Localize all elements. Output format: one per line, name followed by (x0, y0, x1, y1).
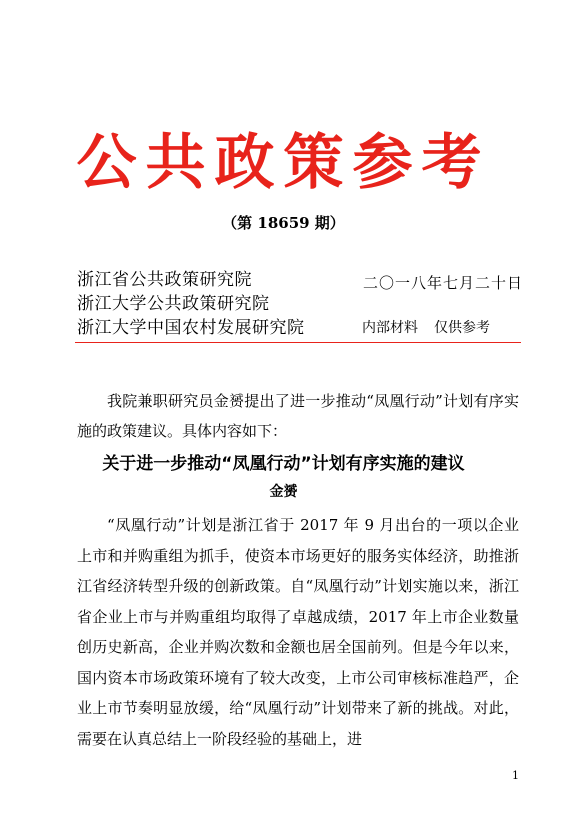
reference-only-label: 仅供参考 (434, 320, 490, 336)
intro-paragraph: 我院兼职研究员金赟提出了进一步推动“凤凰行动”计划有序实施的政策建议。具体内容如下： (77, 392, 519, 440)
article-body-paragraph: “凤凰行动”计划是浙江省于 2017 年 9 月出台的一项以企业上市和并购重组为抓手，使资本市场更好的服务实体经济，助推浙江省经济转型升级的创新政策。自“凤凰行动”计划实施以来，浙江省企业上市与并购重组均取得了卓越成绩，2017 年上市企业数量创历史新高，企业并购次数和金额也居全国前列。但是今年以来，国内资本市场政策环境有了较大改变，上市公司审核标准趋严，企业上市节奏明显放缓，给“凤凰行动”计划带来了新的挑战。对此，需要在认真总结上一阶段经验的基础上，进 (77, 516, 519, 748)
issue-number: （第 18659 期） (222, 214, 345, 232)
issuer-line: 浙江省公共政策研究院 (77, 270, 252, 290)
page-number: 1 (512, 769, 519, 782)
issue-date: 二〇一八年七月二十日 (363, 274, 524, 292)
issuer-list (77, 268, 337, 340)
internal-notice (362, 317, 490, 339)
internal-material-label: 内部材料 (362, 320, 418, 336)
header-divider (75, 342, 521, 343)
issuer-line: 浙江大学中国农村发展研究院 (77, 318, 305, 338)
masthead-title: 公共政策参考 (76, 128, 491, 198)
article-title: 关于进一步推动“凤凰行动”计划有序实施的建议 (102, 454, 465, 474)
article-author: 金赟 (269, 484, 298, 500)
issuer-line: 浙江大学公共政策研究院 (77, 294, 270, 314)
